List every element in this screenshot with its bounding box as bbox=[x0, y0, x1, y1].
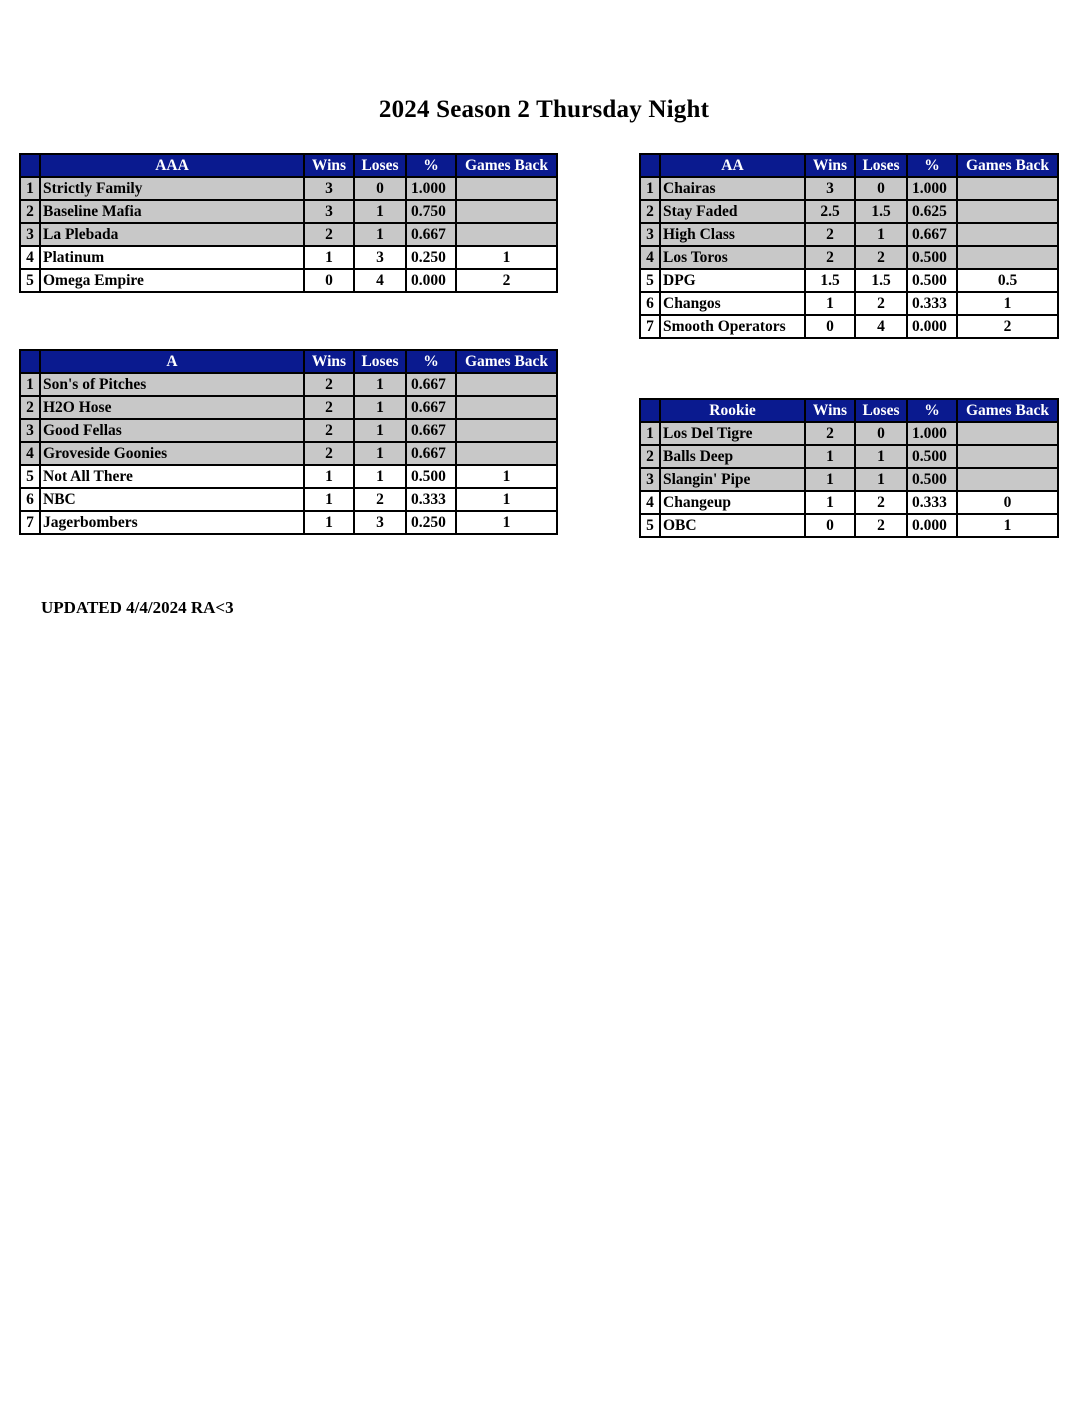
table-row bbox=[20, 419, 557, 442]
header-games-back: Games Back bbox=[456, 350, 557, 373]
rank-cell: 5 bbox=[640, 269, 660, 292]
loses-cell: 4 bbox=[354, 269, 406, 292]
loses-cell: 2 bbox=[354, 488, 406, 511]
loses-cell: 0 bbox=[354, 177, 406, 200]
rank-cell: 6 bbox=[640, 292, 660, 315]
pct-cell: 0.625 bbox=[907, 200, 957, 223]
pct-cell: 0.250 bbox=[406, 511, 456, 534]
team-name-cell: H2O Hose bbox=[40, 396, 304, 419]
wins-cell: 1 bbox=[304, 488, 354, 511]
games-back-cell: 1 bbox=[456, 246, 557, 269]
games-back-cell: 1 bbox=[456, 465, 557, 488]
loses-cell: 0 bbox=[855, 177, 907, 200]
team-name-cell: La Plebada bbox=[40, 223, 304, 246]
pct-cell: 0.000 bbox=[907, 315, 957, 338]
rank-cell: 3 bbox=[20, 419, 40, 442]
wins-cell: 2 bbox=[805, 223, 855, 246]
team-name-cell: Baseline Mafia bbox=[40, 200, 304, 223]
pct-cell: 0.667 bbox=[406, 442, 456, 465]
team-name-cell: Omega Empire bbox=[40, 269, 304, 292]
table-row bbox=[640, 223, 1058, 246]
header-division-name: A bbox=[40, 350, 304, 373]
games-back-cell bbox=[456, 223, 557, 246]
loses-cell: 1 bbox=[855, 445, 907, 468]
rank-cell: 1 bbox=[640, 422, 660, 445]
wins-cell: 0 bbox=[805, 315, 855, 338]
rank-cell: 2 bbox=[20, 200, 40, 223]
team-name-cell: Stay Faded bbox=[660, 200, 805, 223]
header-pct: % bbox=[406, 350, 456, 373]
games-back-cell bbox=[456, 177, 557, 200]
wins-cell: 3 bbox=[304, 200, 354, 223]
header-division-name: AA bbox=[660, 154, 805, 177]
rank-cell: 7 bbox=[640, 315, 660, 338]
table-row bbox=[640, 200, 1058, 223]
rank-cell: 5 bbox=[20, 269, 40, 292]
loses-cell: 3 bbox=[354, 246, 406, 269]
pct-cell: 0.667 bbox=[406, 396, 456, 419]
games-back-cell bbox=[957, 200, 1058, 223]
standings-table-aaa bbox=[19, 153, 558, 293]
team-name-cell: OBC bbox=[660, 514, 805, 537]
games-back-cell bbox=[957, 223, 1058, 246]
pct-cell: 0.750 bbox=[406, 200, 456, 223]
games-back-cell: 2 bbox=[957, 315, 1058, 338]
updated-note: UPDATED 4/4/2024 RA<3 bbox=[41, 598, 234, 617]
pct-cell: 0.500 bbox=[907, 246, 957, 269]
rank-cell: 3 bbox=[640, 223, 660, 246]
table-row bbox=[640, 246, 1058, 269]
table-row bbox=[20, 269, 557, 292]
pct-cell: 0.000 bbox=[406, 269, 456, 292]
games-back-cell bbox=[456, 200, 557, 223]
pct-cell: 0.000 bbox=[907, 514, 957, 537]
pct-cell: 0.333 bbox=[907, 491, 957, 514]
header-rank bbox=[640, 154, 660, 177]
games-back-cell: 1 bbox=[957, 514, 1058, 537]
pct-cell: 0.250 bbox=[406, 246, 456, 269]
team-name-cell: High Class bbox=[660, 223, 805, 246]
wins-cell: 3 bbox=[304, 177, 354, 200]
rank-cell: 4 bbox=[20, 246, 40, 269]
team-name-cell: Chairas bbox=[660, 177, 805, 200]
team-name-cell: Platinum bbox=[40, 246, 304, 269]
rank-cell: 2 bbox=[20, 396, 40, 419]
rank-cell: 5 bbox=[20, 465, 40, 488]
games-back-cell bbox=[957, 468, 1058, 491]
pct-cell: 0.333 bbox=[406, 488, 456, 511]
loses-cell: 3 bbox=[354, 511, 406, 534]
loses-cell: 1.5 bbox=[855, 269, 907, 292]
table-row bbox=[20, 177, 557, 200]
header-games-back: Games Back bbox=[957, 399, 1058, 422]
wins-cell: 1 bbox=[304, 246, 354, 269]
team-name-cell: Groveside Goonies bbox=[40, 442, 304, 465]
games-back-cell bbox=[957, 422, 1058, 445]
header-division-name: Rookie bbox=[660, 399, 805, 422]
table-row bbox=[640, 315, 1058, 338]
header-loses: Loses bbox=[354, 350, 406, 373]
rank-cell: 2 bbox=[640, 445, 660, 468]
rank-cell: 1 bbox=[640, 177, 660, 200]
table-row bbox=[20, 223, 557, 246]
header-row bbox=[640, 399, 1058, 422]
games-back-cell: 0.5 bbox=[957, 269, 1058, 292]
table-row bbox=[20, 246, 557, 269]
rank-cell: 3 bbox=[20, 223, 40, 246]
header-division-name: AAA bbox=[40, 154, 304, 177]
games-back-cell bbox=[957, 445, 1058, 468]
loses-cell: 2 bbox=[855, 491, 907, 514]
table-row bbox=[20, 200, 557, 223]
wins-cell: 2 bbox=[304, 223, 354, 246]
loses-cell: 1 bbox=[354, 396, 406, 419]
table-row bbox=[640, 491, 1058, 514]
team-name-cell: Smooth Operators bbox=[660, 315, 805, 338]
table-row bbox=[640, 468, 1058, 491]
wins-cell: 1 bbox=[805, 292, 855, 315]
wins-cell: 2 bbox=[805, 422, 855, 445]
pct-cell: 1.000 bbox=[907, 422, 957, 445]
loses-cell: 1 bbox=[855, 223, 907, 246]
loses-cell: 1 bbox=[354, 373, 406, 396]
wins-cell: 1 bbox=[805, 445, 855, 468]
games-back-cell bbox=[957, 177, 1058, 200]
header-games-back: Games Back bbox=[456, 154, 557, 177]
pct-cell: 0.500 bbox=[907, 269, 957, 292]
team-name-cell: Los Del Tigre bbox=[660, 422, 805, 445]
pct-cell: 0.667 bbox=[406, 223, 456, 246]
pct-cell: 0.667 bbox=[406, 373, 456, 396]
wins-cell: 2 bbox=[805, 246, 855, 269]
header-rank bbox=[640, 399, 660, 422]
games-back-cell bbox=[957, 246, 1058, 269]
pct-cell: 0.667 bbox=[406, 419, 456, 442]
loses-cell: 2 bbox=[855, 292, 907, 315]
rank-cell: 5 bbox=[640, 514, 660, 537]
standings-table-a bbox=[19, 349, 558, 535]
header-loses: Loses bbox=[855, 154, 907, 177]
rank-cell: 1 bbox=[20, 177, 40, 200]
table-row bbox=[20, 373, 557, 396]
team-name-cell: Los Toros bbox=[660, 246, 805, 269]
loses-cell: 1.5 bbox=[855, 200, 907, 223]
pct-cell: 0.500 bbox=[907, 445, 957, 468]
wins-cell: 2.5 bbox=[805, 200, 855, 223]
team-name-cell: DPG bbox=[660, 269, 805, 292]
wins-cell: 1 bbox=[805, 491, 855, 514]
games-back-cell bbox=[456, 419, 557, 442]
games-back-cell: 1 bbox=[456, 488, 557, 511]
wins-cell: 1 bbox=[304, 511, 354, 534]
wins-cell: 1.5 bbox=[805, 269, 855, 292]
header-row bbox=[20, 154, 557, 177]
loses-cell: 1 bbox=[354, 200, 406, 223]
table-row bbox=[640, 177, 1058, 200]
table-row bbox=[640, 445, 1058, 468]
header-loses: Loses bbox=[855, 399, 907, 422]
rank-cell: 6 bbox=[20, 488, 40, 511]
table-row bbox=[640, 422, 1058, 445]
rank-cell: 4 bbox=[20, 442, 40, 465]
header-row bbox=[20, 350, 557, 373]
pct-cell: 0.667 bbox=[907, 223, 957, 246]
table-row bbox=[20, 511, 557, 534]
header-rank bbox=[20, 350, 40, 373]
pct-cell: 0.333 bbox=[907, 292, 957, 315]
header-rank bbox=[20, 154, 40, 177]
team-name-cell: Son's of Pitches bbox=[40, 373, 304, 396]
rank-cell: 4 bbox=[640, 491, 660, 514]
games-back-cell bbox=[456, 442, 557, 465]
header-wins: Wins bbox=[805, 154, 855, 177]
wins-cell: 2 bbox=[304, 419, 354, 442]
pct-cell: 1.000 bbox=[907, 177, 957, 200]
header-wins: Wins bbox=[304, 154, 354, 177]
team-name-cell: Good Fellas bbox=[40, 419, 304, 442]
table-row bbox=[20, 465, 557, 488]
loses-cell: 4 bbox=[855, 315, 907, 338]
games-back-cell: 1 bbox=[456, 511, 557, 534]
header-loses: Loses bbox=[354, 154, 406, 177]
loses-cell: 1 bbox=[354, 223, 406, 246]
pct-cell: 0.500 bbox=[907, 468, 957, 491]
games-back-cell bbox=[456, 373, 557, 396]
table-row bbox=[640, 269, 1058, 292]
page-title: 2024 Season 2 Thursday Night bbox=[378, 96, 710, 123]
team-name-cell: Not All There bbox=[40, 465, 304, 488]
games-back-cell: 1 bbox=[957, 292, 1058, 315]
loses-cell: 1 bbox=[855, 468, 907, 491]
header-pct: % bbox=[907, 154, 957, 177]
standings-table-rookie bbox=[639, 398, 1059, 538]
loses-cell: 0 bbox=[855, 422, 907, 445]
wins-cell: 2 bbox=[304, 396, 354, 419]
header-wins: Wins bbox=[805, 399, 855, 422]
rank-cell: 4 bbox=[640, 246, 660, 269]
loses-cell: 2 bbox=[855, 246, 907, 269]
wins-cell: 1 bbox=[304, 465, 354, 488]
loses-cell: 1 bbox=[354, 419, 406, 442]
rank-cell: 7 bbox=[20, 511, 40, 534]
wins-cell: 3 bbox=[805, 177, 855, 200]
loses-cell: 1 bbox=[354, 442, 406, 465]
pct-cell: 0.500 bbox=[406, 465, 456, 488]
table-row bbox=[20, 488, 557, 511]
team-name-cell: NBC bbox=[40, 488, 304, 511]
games-back-cell: 0 bbox=[957, 491, 1058, 514]
team-name-cell: Changos bbox=[660, 292, 805, 315]
table-row bbox=[20, 396, 557, 419]
wins-cell: 2 bbox=[304, 442, 354, 465]
team-name-cell: Balls Deep bbox=[660, 445, 805, 468]
loses-cell: 2 bbox=[855, 514, 907, 537]
team-name-cell: Changeup bbox=[660, 491, 805, 514]
rank-cell: 2 bbox=[640, 200, 660, 223]
standings-table-aa bbox=[639, 153, 1059, 339]
rank-cell: 3 bbox=[640, 468, 660, 491]
wins-cell: 0 bbox=[805, 514, 855, 537]
wins-cell: 1 bbox=[805, 468, 855, 491]
games-back-cell bbox=[456, 396, 557, 419]
wins-cell: 0 bbox=[304, 269, 354, 292]
header-row bbox=[640, 154, 1058, 177]
games-back-cell: 2 bbox=[456, 269, 557, 292]
rank-cell: 1 bbox=[20, 373, 40, 396]
pct-cell: 1.000 bbox=[406, 177, 456, 200]
loses-cell: 1 bbox=[354, 465, 406, 488]
team-name-cell: Strictly Family bbox=[40, 177, 304, 200]
table-row bbox=[20, 442, 557, 465]
header-pct: % bbox=[406, 154, 456, 177]
table-row bbox=[640, 514, 1058, 537]
wins-cell: 2 bbox=[304, 373, 354, 396]
header-pct: % bbox=[907, 399, 957, 422]
team-name-cell: Slangin' Pipe bbox=[660, 468, 805, 491]
header-games-back: Games Back bbox=[957, 154, 1058, 177]
header-wins: Wins bbox=[304, 350, 354, 373]
team-name-cell: Jagerbombers bbox=[40, 511, 304, 534]
table-row bbox=[640, 292, 1058, 315]
